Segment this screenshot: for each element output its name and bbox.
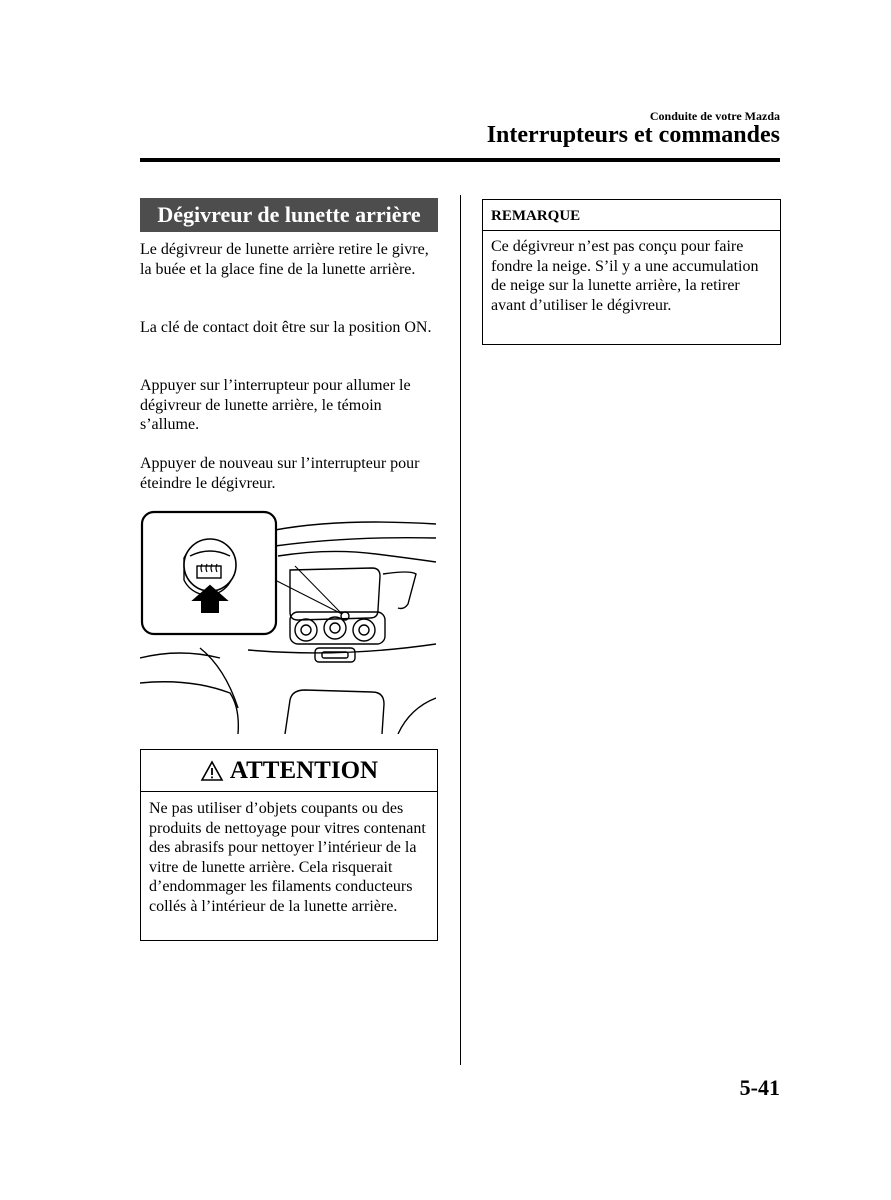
paragraph-switch-off: Appuyer de nouveau sur l’interrupteur pour éteindre le dégivreur. <box>140 455 420 492</box>
note-title: REMARQUE <box>483 200 780 231</box>
column-divider <box>460 195 461 1065</box>
warning-icon <box>200 760 224 782</box>
note-box <box>482 199 781 345</box>
header-rule <box>140 158 780 162</box>
attention-title: ATTENTION <box>229 756 379 784</box>
page-number: 5-41 <box>739 1075 780 1100</box>
chapter-subtitle: Conduite de votre Mazda <box>649 109 780 123</box>
attention-text: Ne pas utiliser d’objets coupants ou des produits de nettoyage pour vitres contenant des abrasifs pour nettoyer l’intérieur de la vitre de lunette arrière. Cela risquerait d’endommager les filaments conducteurs collés à l’intérieur de la lunette arrière. <box>149 800 426 915</box>
paragraph-switch-on: Appuyer sur l’interrupteur pour allumer le dégivreur de lunette arrière, le témoin s’allume. <box>140 377 411 433</box>
attention-box <box>140 749 438 941</box>
paragraph-ignition: La clé de contact doit être sur la position ON. <box>140 319 432 336</box>
dashboard-illustration <box>140 508 436 734</box>
section-title: Dégivreur de lunette arrière <box>140 198 438 232</box>
chapter-title: Interrupteurs et commandes <box>486 122 780 148</box>
attention-header <box>141 750 437 792</box>
note-text: Ce dégivreur n’est pas conçu pour faire fondre la neige. S’il y a une accumulation de neige sur la lunette arrière, la retirer avant d’utiliser le dégivreur. <box>491 238 759 314</box>
paragraph-intro: Le dégivreur de lunette arrière retire le givre, la buée et la glace fine de la lunette arrière. <box>140 241 429 278</box>
